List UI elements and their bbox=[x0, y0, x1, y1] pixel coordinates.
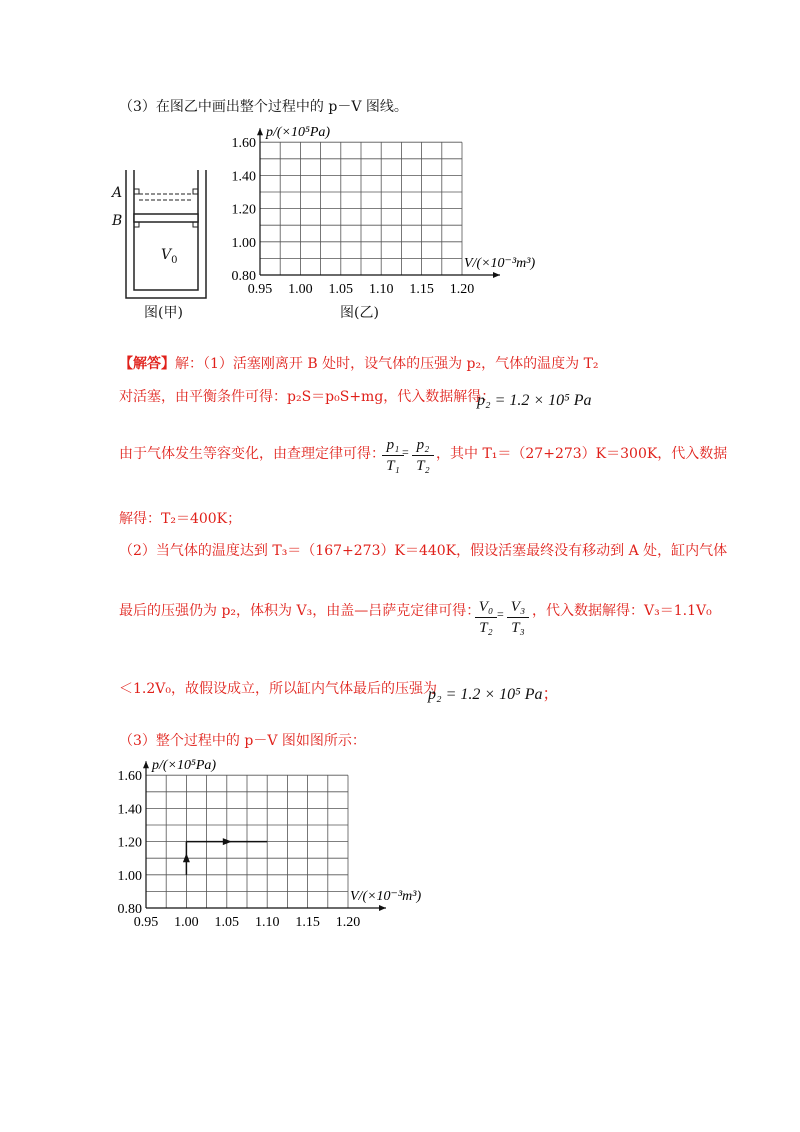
y-axis-label: p/(×10⁵Pa) bbox=[152, 758, 217, 774]
x-axis-label: V/(×10⁻³m³) bbox=[350, 889, 422, 904]
y-tick-label: 1.00 bbox=[117, 868, 142, 884]
process-direction-arrow bbox=[223, 838, 232, 845]
x-tick-label: 0.95 bbox=[133, 915, 159, 930]
answer-line-1 bbox=[119, 355, 599, 373]
answer-pv-chart bbox=[100, 750, 460, 935]
empty-pv-grid bbox=[220, 120, 560, 305]
fraction-p2-t2: p₂ T₂ bbox=[412, 436, 434, 475]
fraction-v0-t2: V₀ T₂ bbox=[475, 598, 497, 637]
fraction-equals-2: = bbox=[497, 607, 504, 621]
y-axis-arrow bbox=[257, 128, 263, 135]
y-tick-label: 1.20 bbox=[231, 202, 256, 218]
answer-line-1-text: 解：（1）活塞刚离开 B 处时，设气体的压强为 p₂，气体的温度为 T₂ bbox=[175, 356, 599, 372]
x-tick-label: 1.05 bbox=[214, 915, 240, 930]
cylinder-figure bbox=[108, 170, 218, 320]
answer-line-8: （3）整个过程中的 p－V 图如图所示： bbox=[119, 733, 366, 749]
x-tick-label: 1.05 bbox=[328, 282, 354, 297]
x-tick-label: 1.15 bbox=[295, 915, 320, 930]
x-tick-label: 0.95 bbox=[247, 282, 273, 297]
y-tick-label: 1.40 bbox=[117, 802, 142, 818]
equation-p2-1: p₂ = 1.2 × 10⁵ Pa bbox=[477, 392, 592, 409]
answer-line-7: ＜1.2V₀，故假设成立，所以缸内气体最后的压强为 bbox=[119, 681, 437, 697]
y-tick-label: 1.00 bbox=[231, 235, 256, 251]
y-tick-label: 0.80 bbox=[231, 269, 256, 284]
x-tick-label: 1.00 bbox=[174, 915, 199, 930]
process-direction-arrow bbox=[183, 853, 190, 862]
y-tick-label: 1.60 bbox=[231, 136, 256, 152]
y-axis-label: p/(×10⁵Pa) bbox=[266, 125, 331, 141]
answer-line-3a: 由于气体发生等容变化，由查理定律可得： bbox=[119, 446, 385, 462]
y-tick-label: 1.60 bbox=[117, 769, 142, 785]
answer-line-2: 对活塞，由平衡条件可得：p₂S＝p₀S+mg，代入数据解得： bbox=[119, 389, 496, 405]
label-a: A bbox=[112, 185, 123, 201]
x-tick-label: 1.20 bbox=[335, 915, 361, 930]
fraction-p1-t1: p₁ T₁ bbox=[382, 436, 404, 475]
answer-line-4: 解得：T₂＝400K； bbox=[119, 511, 242, 527]
x-tick-label: 1.15 bbox=[409, 282, 434, 297]
fraction-equals-1: = bbox=[402, 445, 409, 459]
label-v0: $V_0$ bbox=[161, 247, 178, 266]
answer-line-6b: ，代入数据解得：V₃＝1.1V₀ bbox=[532, 603, 712, 619]
y-tick-label: 1.20 bbox=[117, 835, 142, 851]
cylinder-inner-wall bbox=[134, 170, 198, 290]
x-axis-label: V/(×10⁻³m³) bbox=[464, 256, 536, 271]
y-axis-arrow bbox=[143, 761, 149, 768]
label-b: B bbox=[112, 213, 123, 229]
x-axis-arrow bbox=[379, 905, 386, 911]
answer-line-3b: ，其中 T₁＝（27+273）K＝300K，代入数据 bbox=[436, 446, 728, 462]
answer-line-5: （2）当气体的温度达到 T₃＝（167+273）K＝440K，假设活塞最终没有移动到 A 处，缸内气体 bbox=[119, 543, 728, 559]
question-3-text: （3）在图乙中画出整个过程中的 p－V 图线。 bbox=[119, 99, 408, 115]
answer-line-6a: 最后的压强仍为 p₂，体积为 V₃，由盖—吕萨克定律可得： bbox=[119, 603, 481, 619]
x-tick-label: 1.10 bbox=[368, 282, 394, 297]
x-tick-label: 1.00 bbox=[288, 282, 313, 297]
caption-jia: 图(甲) bbox=[144, 305, 183, 321]
y-tick-label: 1.40 bbox=[231, 169, 256, 185]
equation-p2-2: p₂ = 1.2 × 10⁵ Pa； bbox=[428, 686, 559, 703]
caption-yi: 图(乙) bbox=[340, 305, 379, 321]
fraction-v3-t3: V₃ T₃ bbox=[507, 598, 529, 637]
x-tick-label: 1.10 bbox=[254, 915, 280, 930]
x-axis-arrow bbox=[493, 272, 500, 278]
piston bbox=[134, 214, 198, 222]
x-tick-label: 1.20 bbox=[449, 282, 475, 297]
answer-header: 【解答】 bbox=[119, 356, 175, 372]
y-tick-label: 0.80 bbox=[117, 902, 142, 917]
